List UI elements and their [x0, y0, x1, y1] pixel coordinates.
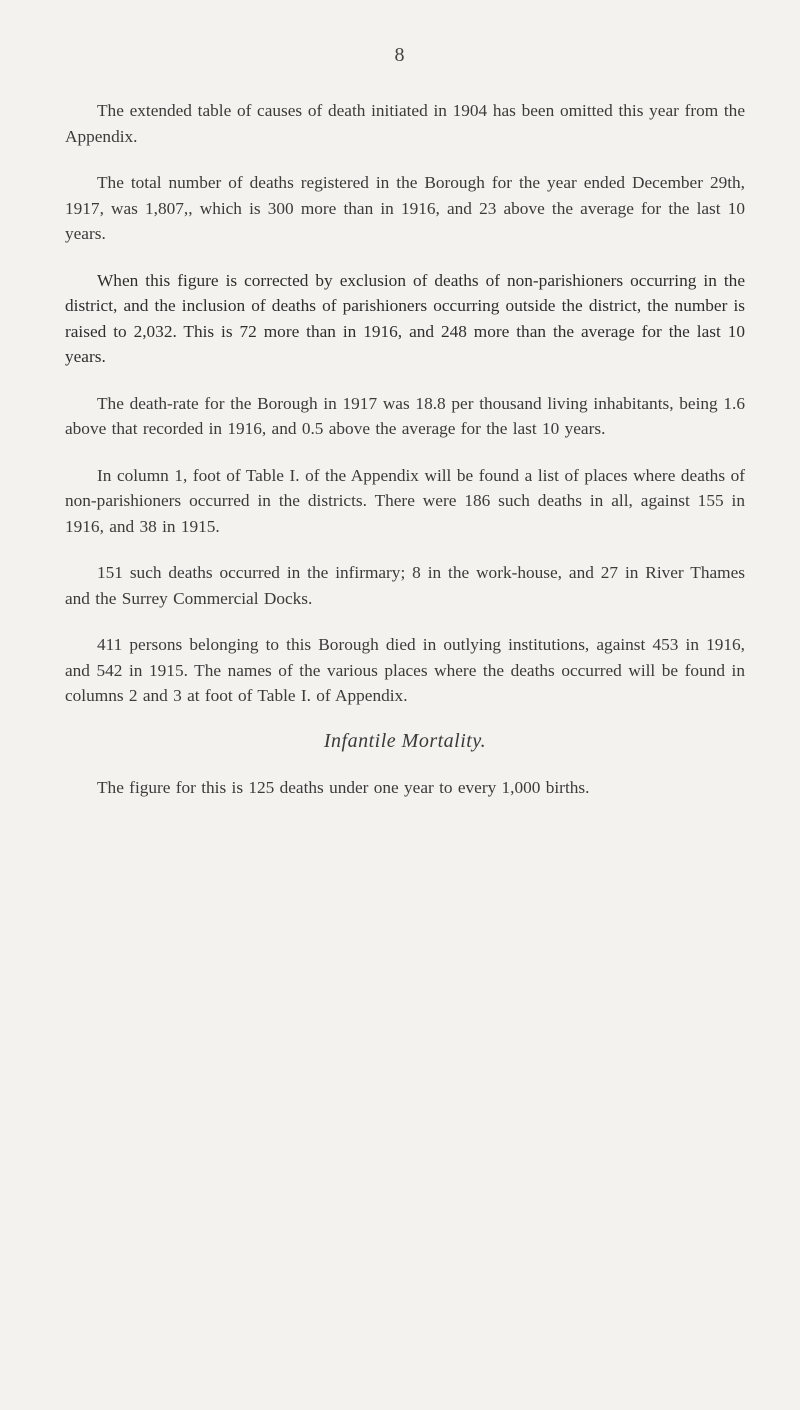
paragraph-non-parishioners: In column 1, foot of Table I. of the Appendix will be found a list of places where deaths of non-parishioners occurred in the districts. There were 186 such deaths in all, against 155 in 1916, and 38 in 1915.	[65, 465, 745, 536]
paragraph-infirmary-deaths: 151 such deaths occurred in the infirmary; 8 in the work-house, and 27 in River Thames and the Surrey Commercial Docks.	[65, 563, 745, 608]
body-text	[65, 98, 745, 821]
paragraph-corrected-figure: When this figure is corrected by exclusion of deaths of non-parishioners occurring in the district, and the inclusion of deaths of parishioners occurring outside the district, the number is raised to 2,032. This is 72 more than in 1916, and 248 more than the average for the last 10 years.	[65, 270, 745, 366]
page-number: 8	[394, 44, 406, 66]
paragraph-outlying-institutions: 411 persons belonging to this Borough died in outlying institutions, against 453 in 1916, and 542 in 1915. The names of the various places where the deaths occurred will be found in columns 2 and 3 at foot of Table I. of Appendix.	[65, 635, 745, 705]
paragraph-infantile-mortality: The figure for this is 125 deaths under one year to every 1,000 births.	[97, 777, 590, 797]
paragraph-total-deaths: The total number of deaths registered in the Borough for the year ended December 29th, 1917, was 1,807,, which is 300 more than in 1916, and 23 above the average for the last 10 years.	[65, 173, 745, 243]
paragraph-death-rate: The death-rate for the Borough in 1917 was 18.8 per thousand living inhabitants, being 1.6 above that recorded in 1916, and 0.5 above the average for the last 10 years.	[65, 393, 745, 438]
section-heading-infantile-mortality: Infantile Mortality.	[323, 729, 487, 752]
paragraph-extended-table: The extended table of causes of death initiated in 1904 has been omitted this year from the Appendix.	[65, 101, 745, 146]
